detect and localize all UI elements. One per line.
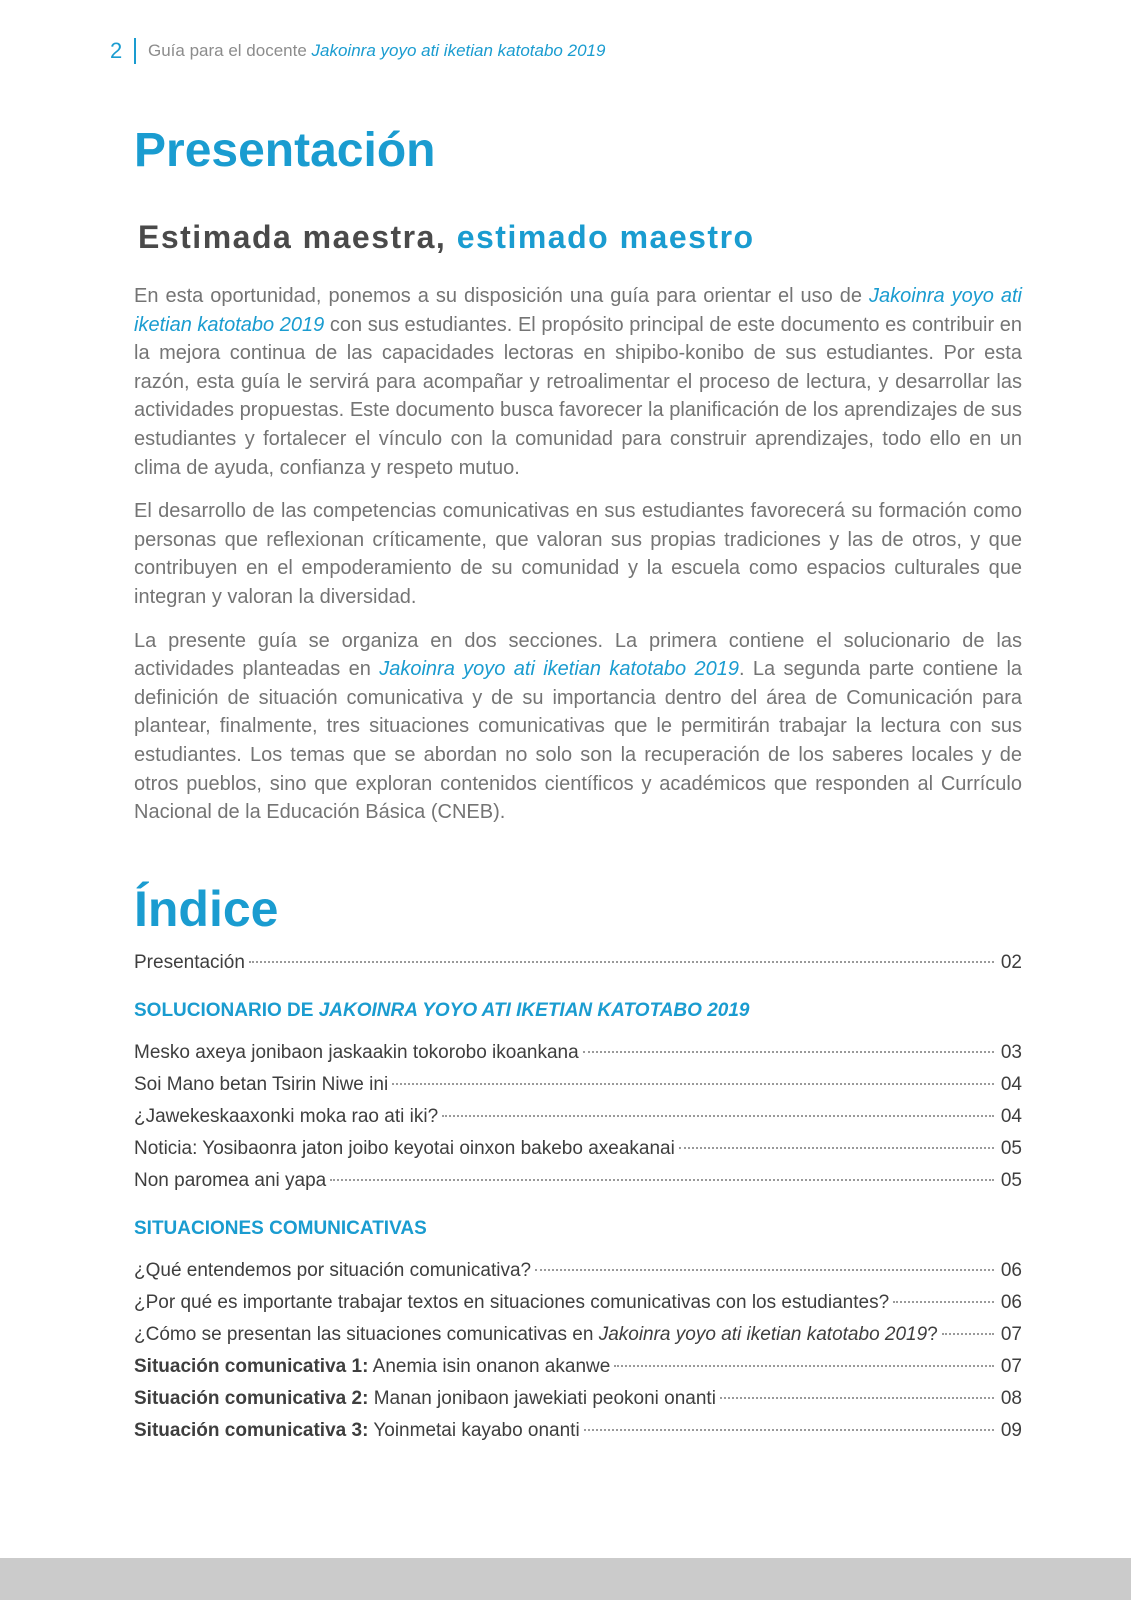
toc-entry-bold-prefix: Situación comunicativa 2: [134, 1387, 369, 1409]
toc-entry-label: Mesko axeya jonibaon jaskaakin tokorobo ikoankana [134, 1041, 579, 1063]
paragraph-3-text-b: . La segunda parte contiene la definición de situación comunicativa y de su importancia dentro del área de Comunicación para plantear, finalmente, tres situaciones comunicativas que le permitirán trabajar la lectura con sus estudiantes. Los temas que se abordan no solo son la recuperación de los saberes locales y de otros pueblos, sino que exploran contenidos científicos y académicos que responden al Currículo Nacional de la Educación Básica (CNEB). [134, 658, 1023, 824]
toc-entry-label: ¿Jawekeskaaxonki moka rao ati iki? [134, 1105, 439, 1127]
toc-entry-page: 07 [1000, 1355, 1022, 1377]
main-content [134, 120, 1022, 1447]
toc-entry-page: 03 [1000, 1041, 1022, 1063]
footer-band [0, 1558, 1131, 1600]
toc-leader-dots [614, 1365, 994, 1367]
toc-entry-label: Non paromea ani yapa [134, 1169, 327, 1191]
table-of-contents [134, 947, 1022, 1447]
header-book-title: Jakoinra yoyo ati iketian katotabo 2019 [311, 41, 606, 60]
toc-leader-dots [942, 1333, 994, 1335]
toc-entry-page: 05 [1000, 1169, 1022, 1191]
header-text [148, 41, 605, 61]
toc-entry-page: 06 [1000, 1291, 1022, 1313]
toc-entry-label: Presentación [134, 951, 245, 973]
page-header [110, 38, 605, 64]
toc-entry-label [134, 1383, 716, 1415]
toc-leader-dots [893, 1301, 994, 1303]
section-1-book-title: JAKOINRA YOYO ATI IKETIAN KATOTABO 2019 [318, 999, 750, 1021]
toc-entry[interactable] [134, 1255, 1022, 1287]
toc-section-1-heading [134, 997, 1022, 1025]
toc-entry[interactable] [134, 1287, 1022, 1319]
toc-entry-presentation[interactable] [134, 947, 1022, 979]
paragraph-1 [134, 282, 1022, 482]
toc-entry-label: ¿Qué entendemos por situación comunicativa? [134, 1259, 532, 1281]
paragraph-1-text-a: En esta oportunidad, ponemos a su disposición una guía para orientar el uso de [134, 285, 863, 307]
toc-entry[interactable] [134, 1351, 1022, 1383]
toc-leader-dots [442, 1115, 994, 1117]
toc-entry-bold-prefix: Situación comunicativa 1: [134, 1355, 369, 1377]
toc-leader-dots [249, 961, 994, 963]
index-title: Índice [134, 880, 279, 937]
toc-leader-dots [584, 1429, 994, 1431]
toc-entry[interactable] [134, 1165, 1022, 1197]
presentation-title: Presentación [134, 124, 436, 177]
toc-leader-dots [720, 1397, 994, 1399]
toc-entry-page: 08 [1000, 1387, 1022, 1409]
toc-entry-page: 09 [1000, 1419, 1022, 1441]
toc-leader-dots [679, 1147, 994, 1149]
toc-leader-dots [583, 1051, 994, 1053]
toc-entry-page: 07 [1000, 1323, 1022, 1345]
toc-leader-dots [392, 1083, 994, 1085]
toc-entry-label-text: Manan jonibaon jawekiati peokoni onanti [373, 1387, 716, 1409]
toc-entry[interactable] [134, 1319, 1022, 1351]
paragraph-2: El desarrollo de las competencias comunicativas en sus estudiantes favorecerá su formación como personas que reflexionan críticamente, que valoran sus propias tradiciones y las de otros, y que contribuyen en el empoderamiento de su comunidad y la escuela como espacios culturales que integran y valoran la diversidad. [134, 500, 1022, 608]
greeting-part-2: estimado maestro [456, 219, 755, 255]
greeting-part-1: Estimada maestra, [138, 219, 447, 255]
toc-entry-page: 04 [1000, 1105, 1022, 1127]
presentation-body [134, 282, 1022, 827]
toc-entry-page: 05 [1000, 1137, 1022, 1159]
toc-entry-page: 02 [1000, 951, 1022, 973]
toc-entry-label-a: ¿Cómo se presentan las situaciones comunicativas en [134, 1323, 594, 1345]
greeting-heading [138, 216, 1022, 258]
toc-section-2-heading: SITUACIONES COMUNICATIVAS [134, 1217, 427, 1239]
paragraph-3 [134, 627, 1022, 827]
header-guide-label: Guía para el docente [148, 41, 307, 60]
toc-entry[interactable] [134, 1133, 1022, 1165]
header-divider [134, 38, 136, 64]
toc-leader-dots [330, 1179, 994, 1181]
toc-entry-label-text: Anemia isin onanon akanwe [372, 1355, 611, 1377]
toc-entry-label-b: ? [927, 1323, 938, 1345]
toc-entry-label [134, 1319, 938, 1351]
paragraph-1-text-b: con sus estudiantes. El propósito principal de este documento es contribuir en la mejora continua de las capacidades lectoras en shipibo-konibo de sus estudiantes. Por esta razón, esta guía le servirá para acompañar y retroalimentar el proceso de lectura, y desarrollar las actividades propuestas. Este documento busca favorecer la planificación de los aprendizajes de sus estudiantes y fortalecer el vínculo con la comunidad para construir aprendizajes, todo ello en un clima de ayuda, confianza y respeto mutuo. [134, 313, 1023, 479]
toc-entry[interactable] [134, 1383, 1022, 1415]
toc-entry-bold-prefix: Situación comunicativa 3: [134, 1419, 369, 1441]
paragraph-3-book-title: Jakoinra yoyo ati iketian katotabo 2019 [379, 658, 739, 681]
toc-entry-label [134, 1351, 610, 1383]
toc-entry-label: ¿Por qué es importante trabajar textos en situaciones comunicativas con los estudiantes? [134, 1291, 890, 1313]
section-1-prefix: SOLUCIONARIO DE [134, 999, 314, 1021]
toc-entry-label-text: Yoinmetai kayabo onanti [373, 1419, 580, 1441]
toc-leader-dots [535, 1269, 994, 1271]
toc-entry-page: 06 [1000, 1259, 1022, 1281]
toc-entry-label [134, 1415, 580, 1447]
toc-entry-book-title: Jakoinra yoyo ati iketian katotabo 2019 [598, 1323, 928, 1345]
paragraph-1-book-title: Jakoinra yoyo ati iketian katotabo 2019 [134, 285, 1022, 336]
toc-entry[interactable] [134, 1037, 1022, 1069]
paragraph-3-text-a: La presente guía se organiza en dos secciones. La primera contiene el solucionario de las actividades planteadas en [134, 629, 1022, 681]
toc-entry-label: Noticia: Yosibaonra jaton joibo keyotai oinxon bakebo axeakanai [134, 1137, 675, 1159]
toc-entry-label: Soi Mano betan Tsirin Niwe ini [134, 1073, 389, 1095]
toc-entry[interactable] [134, 1069, 1022, 1101]
toc-entry[interactable] [134, 1101, 1022, 1133]
toc-entry-page: 04 [1000, 1073, 1022, 1095]
page-number: 2 [110, 38, 123, 63]
toc-entry[interactable] [134, 1415, 1022, 1447]
